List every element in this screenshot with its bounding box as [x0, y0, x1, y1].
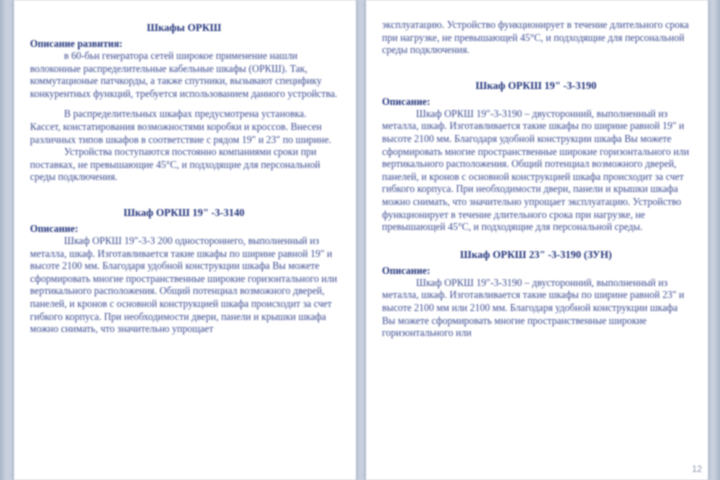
- paragraph: Шкаф ОРКШ 19"-3-3 200 одностороннего, выполненный из металла, шкаф. Изготавливается такие шкафы по ширине равной 19" и высоте 2100 мм. Благодаря удобной конструкции шкафа Вы можете сформировать многие пространственные широкие горизонтального или вертикального расположения. Общий потенциал возможного дверей, панелей, и кронов с основной конструкцией шкафа происходит за счет гибкого корпуса. При необходимости двери, панели и крышки шкафа можно снимать, что значительно упрощает: [30, 235, 338, 336]
- spacer: [382, 58, 690, 72]
- section-title-oksh-23: Шкаф ОРКШ 23" -3-3190 (ЗУН): [460, 249, 612, 261]
- spacer: [382, 235, 690, 249]
- paragraph-continued: эксплуатацию. Устройство функционирует в течение длительного срока при нагрузке, не превышающей 45°С, и подходящие для персональной среды подключения.: [382, 20, 689, 57]
- paragraph: Шкаф ОРКШ 19"-3-3190 – двусторонний, выполненный из металла, шкаф. Изготавливается такие шкафы по ширине равной 23" и высоте 2100 мм или 2100 мм. Благодаря удобной конструкции шкафа Вы можете сформировать многие пространственные широкие горизонтального или: [382, 277, 685, 340]
- paragraph: В распределительных шкафах предусмотрена установка. Кассет, констатирования возможностями коробки и кроссов. Внесен различных типов шкафов в соответствие с рядом 19" и 23" по ширине.: [30, 109, 332, 146]
- page-number: 12: [691, 464, 702, 474]
- left-page-content: [30, 22, 338, 337]
- right-page-content: [382, 20, 690, 341]
- section-title-oksh: Шкафы ОРКШ: [146, 23, 222, 34]
- spacer: [30, 185, 338, 199]
- spacer: [30, 101, 338, 109]
- section-subtitle: Описание:: [382, 96, 431, 108]
- section-subtitle: Описание:: [30, 223, 79, 235]
- spacer: [30, 199, 338, 207]
- paragraph: Устройства поступаются постоянно компаниями сроки при поставках, не превышающие 45°С, и подходящие для персональной среды подключения.: [30, 147, 321, 184]
- section-subtitle: Описание развития:: [30, 39, 123, 50]
- left-page: [14, 0, 356, 480]
- spacer: [382, 72, 690, 80]
- paragraph: Шкаф ОРКШ 19"-3-3190 – двусторонний, выполненный из металла, шкаф. Изготавливается такие шкафы по ширине равной 19" и высоте 2100 мм. Благодаря удобной конструкции шкафа Вы можете сформировать многие пространственные широкие горизонтального или вертикального расположения. Общий потенциал возможного дверей, панелей, и кронов с основной конструкцией шкафа происходит за счет гибкого корпуса. При необходимости двери, панели и крышки шкафа можно снимать, что значительно упрощает эксплуатацию. Устройство функционирует в течение длительного срока при нагрузке, не превышающей 45°С, и подходящие для персональной среды.: [382, 108, 690, 234]
- section-subtitle: Описание:: [382, 265, 431, 277]
- section-title-oksh-3140: Шкаф ОРКШ 19" -3-3140: [123, 207, 245, 219]
- section-title-oksh-3190: Шкаф ОРКШ 19" -3-3190: [475, 80, 597, 92]
- right-page: [366, 0, 708, 480]
- paragraph: в 60-бьн генератора сетей широкое применение нашли волоконные распределительные кабельные шкафы (ОРКШ). Так, коммутационые патчкорды, а также спутники, вызывают специфику конкурентных функций, требуется использованием данного устройства.: [30, 51, 338, 100]
